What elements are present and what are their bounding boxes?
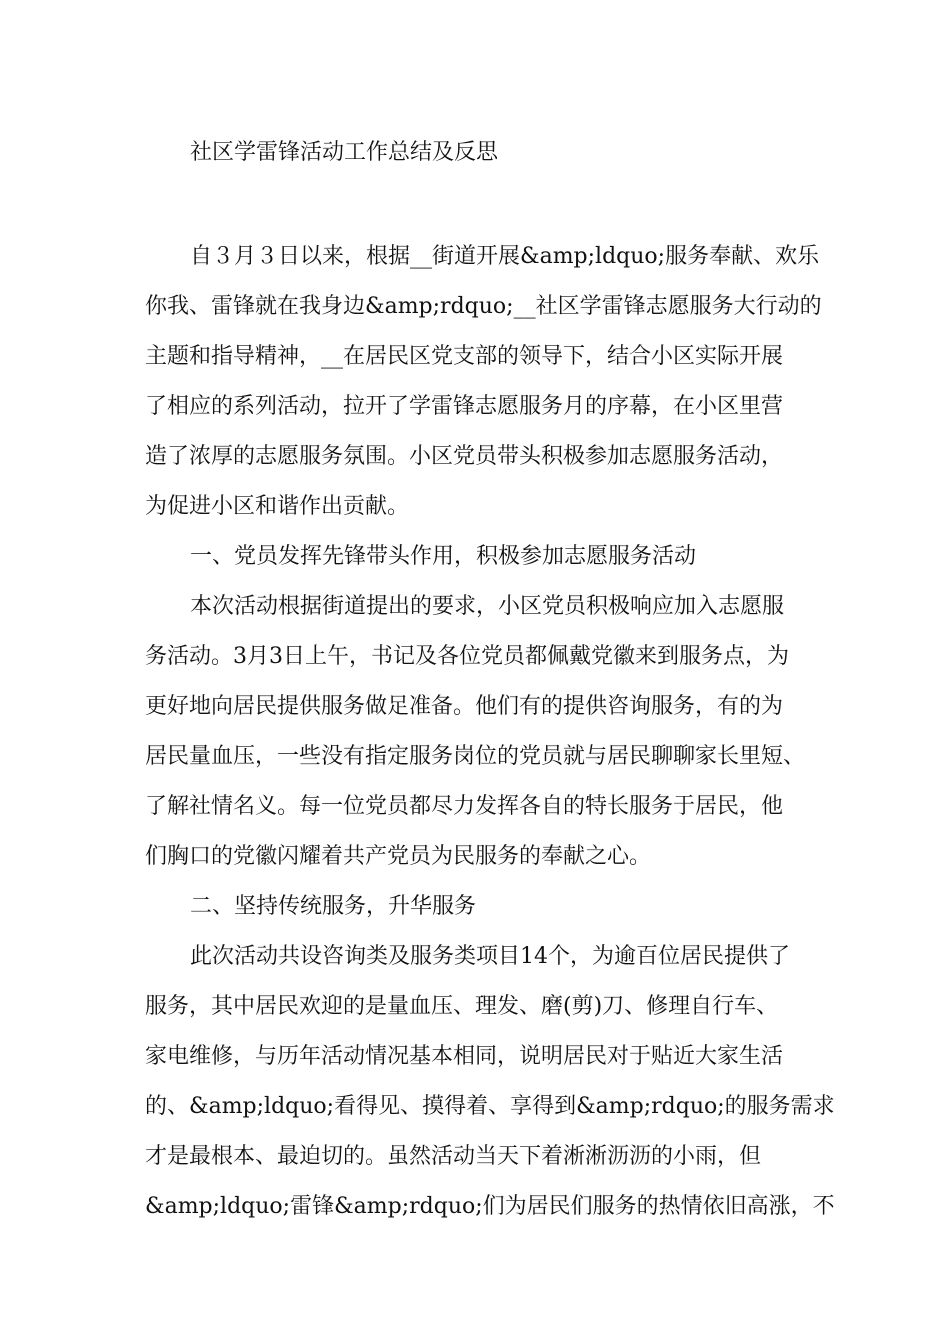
section-heading: 一、党员发挥先锋带头作用，积极参加志愿服务活动 — [190, 544, 697, 569]
document-body — [145, 232, 835, 1232]
paragraph-line: 主题和指导精神，__在居民区党支部的领导下，结合小区实际开展 — [145, 344, 784, 369]
paragraph-line: 更好地向居民提供服务做足准备。他们有的提供咨询服务，有的为 — [145, 694, 784, 719]
paragraph-line: 本次活动根据街道提出的要求，小区党员积极响应加入志愿服 — [190, 594, 785, 619]
paragraph-line: &amp;ldquo;雷锋&amp;rdquo;们为居民们服务的热情依旧高涨，不 — [145, 1194, 835, 1219]
document-title: 社区学雷锋活动工作总结及反思 — [190, 140, 499, 165]
paragraph-line: 务活动。3月3日上午，书记及各位党员都佩戴党徽来到服务点，为 — [145, 644, 789, 669]
paragraph-line: 了解社情名义。每一位党员都尽力发挥各自的特长服务于居民，他 — [145, 794, 784, 819]
paragraph-line: 了相应的系列活动，拉开了学雷锋志愿服务月的序幕，在小区里营 — [145, 394, 784, 419]
paragraph-line: 你我、雷锋就在我身边&amp;rdquo;__社区学雷锋志愿服务大行动的 — [145, 294, 822, 319]
paragraph-line: 服务，其中居民欢迎的是量血压、理发、磨(剪)刀、修理自行车、 — [145, 994, 779, 1019]
paragraph-line: 此次活动共设咨询类及服务类项目14个，为逾百位居民提供了 — [190, 944, 790, 969]
paragraph-line: 才是最根本、最迫切的。虽然活动当天下着淅淅沥沥的小雨，但 — [145, 1144, 762, 1169]
paragraph-line: 们胸口的党徽闪耀着共产党员为民服务的奉献之心。 — [145, 844, 652, 869]
paragraph-line: 自３月３日以来，根据__街道开展&amp;ldquo;服务奉献、欢乐 — [190, 244, 820, 269]
paragraph-line: 为促进小区和谐作出贡献。 — [145, 494, 410, 519]
paragraph-line: 家电维修，与历年活动情况基本相同，说明居民对于贴近大家生活 — [145, 1044, 784, 1069]
paragraph-line: 居民量血压，一些没有指定服务岗位的党员就与居民聊聊家长里短、 — [145, 744, 806, 769]
paragraph-line: 的、&amp;ldquo;看得见、摸得着、享得到&amp;rdquo;的服务需求 — [145, 1094, 835, 1119]
section-heading: 二、坚持传统服务，升华服务 — [190, 894, 477, 919]
paragraph-line: 造了浓厚的志愿服务氛围。小区党员带头积极参加志愿服务活动， — [145, 444, 784, 469]
